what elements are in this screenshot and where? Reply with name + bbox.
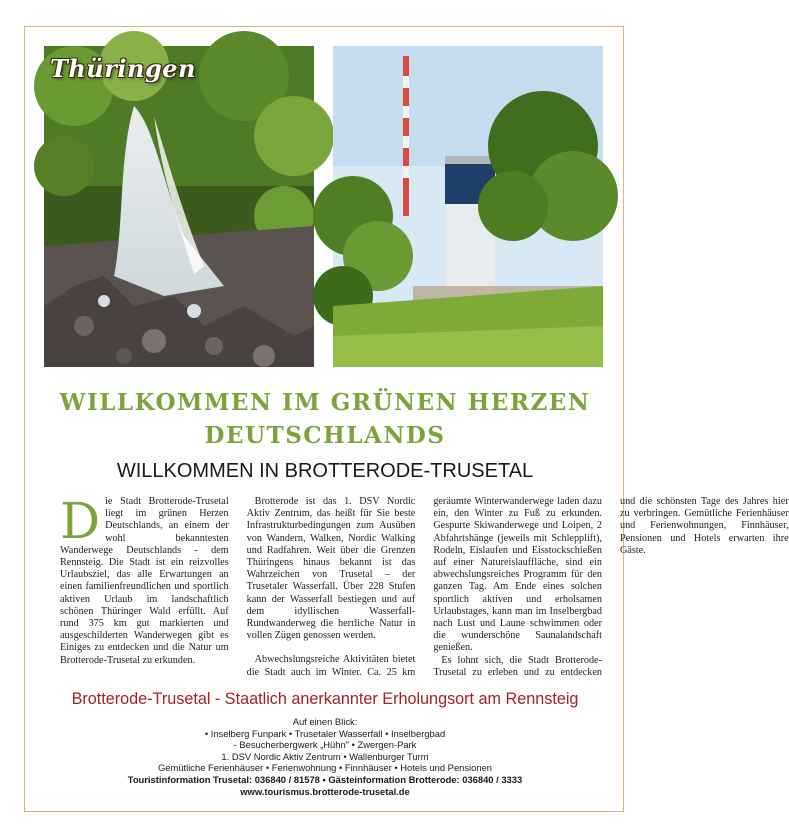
article-paragraph-3: Abwechslungsreiche Aktivitäten bietet die Stadt auch im Winter. Ca. 25 km geräumte Winterwanderwege laden dazu ein, den Winter zu Fuß zu erkunden. Gespurte Skiwanderwege und Loipen, 2 Abfahrtshänge (jeweils mit Schlepplift), Rodeln, Eislaufen und Eisstockschießen auf einer Natureislauffläche, sind ein abwechslungsreiches Programm für den ganzen Tag. Am Ende eines solchen sportlich aktiven und erholsamen Urlaubstages, kann man im Inselbergbad nach Lust und Laune schwimmen oder die wunderschöne Saunalandschaft genießen. [246,496,602,678]
thueringen-badge: Thüringen [50,54,196,83]
tagline: Brotterode-Trusetal - Staatlich anerkannter Erholungsort am Rennsteig [71,690,579,708]
tower-illustration [333,46,603,367]
main-headline [30,386,620,452]
waterfall-photo [44,46,314,367]
headline-line-1: WILLKOMMEN IM GRÜNEN HERZEN [59,389,591,416]
contact-line: Touristinformation Trusetal: 036840 / 81578 • Gästeinformation Brotterode: 036840 / 3333 [127,773,523,785]
info-box [30,716,620,797]
attractions-line-2: - Besucherbergwerk „Hühn" • Zwergen-Park [233,739,417,751]
website-link[interactable]: www.tourismus.brotterode-trusetal.de [240,785,410,797]
attractions-line-3: 1. DSV Nordic Aktiv Zentrum • Wallenburger Turm [221,750,429,762]
article-paragraph-4: Es lohnt sich, die Stadt Brotterode-Trusetal zu erleben und zu entdecken und die schönsten Tage des Jahres hier zu verbringen. Gemütliche Ferienhäuser und Ferienwohnungen, Finnhäuser, Pensionen und Hotels erwarten ihre Gäste. [433,496,789,678]
article-body [60,492,789,686]
article-paragraph-1 [60,492,229,667]
sub-headline: WILLKOMMEN IN BROTTERODE-TRUSETAL [116,460,534,482]
headline-line-2: DEUTSCHLANDS [204,422,446,449]
drop-cap: D [60,492,101,550]
article-paragraph-2: Brotterode ist das 1. DSV Nordic Aktiv Zentrum, das heißt für Sie beste Infrastrukturbedingungen zum Ausüben von Wandern, Walken, Nordic Walking und Radfahren. Weit über die Grenzen Thüringens hinaus bekannt ist das Wahrzeichen von Trusetal – der Trusetaler Wasserfall. Über 228 Stufen kann der Wasserfall bestiegen und auf dem idyllischen Wasserfall-Rundwanderweg die herrliche Natur in vollen Zügen genossen werden. [246,496,416,642]
glance-title: Auf einen Blick: [292,716,358,727]
accommodation-line: Gemütliche Ferienhäuser • Ferienwohnung • Finnhäuser • Hotels und Pensionen [158,762,492,774]
attractions-line-1: • Inselberg Funpark • Trusetaler Wasserfall • Inselbergbad [204,727,446,739]
waterfall-illustration [44,46,314,367]
tower-photo [333,46,603,367]
paragraph-1-text: ie Stadt Brotterode-Trusetal liegt im grünen Herzen Deutschlands, an einem der wohl bekanntesten Wanderwege Deutschlands - dem Rennsteig. Die Stadt ist ein reizvolles Urlaubsziel, das alle Erwartungen an einen familienfreundlichen und sportlich aktiven Urlaub im landschaftlich schönen Thüringer Wald erfüllt. Auf rund 375 km gut markierten und ausgeschilderten Wanderwegen gibt es Einiges zu entdecken und die Natur um Brotterode-Trusetal zu erkunden. [60,496,229,666]
